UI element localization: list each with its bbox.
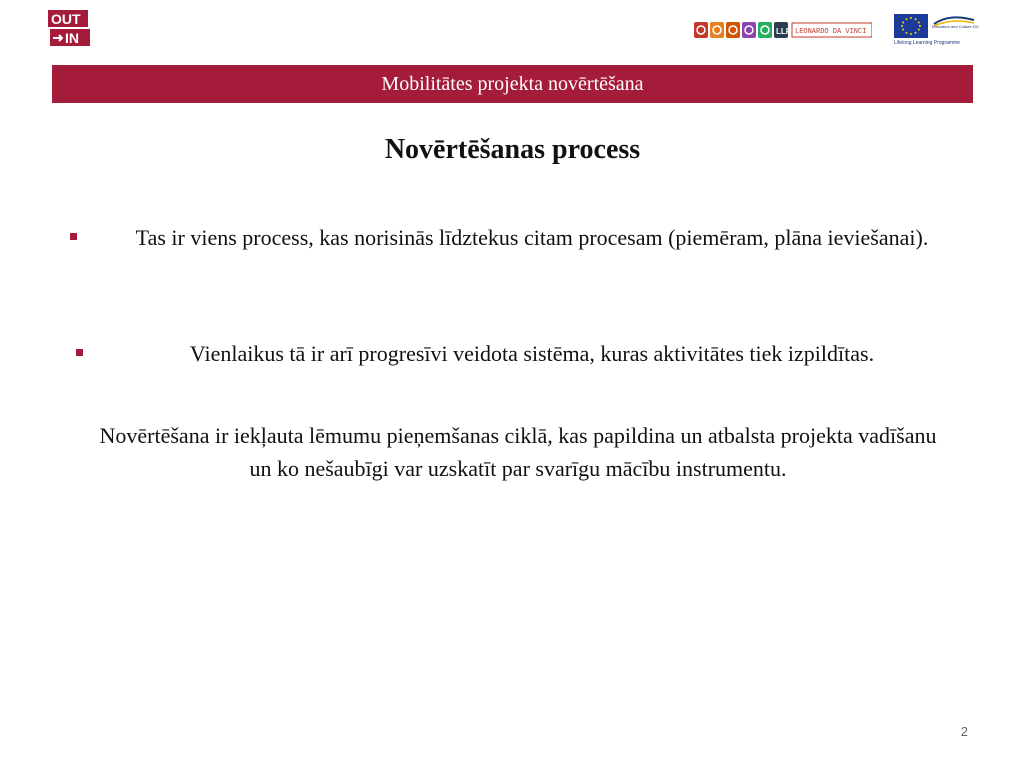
body-paragraph: Novērtēšana ir iekļauta lēmumu pieņemšanas ciklā, kas papildina un atbalsta projekta vadīšanu un ko nešaubīgi var uzskatīt par svarīgu mācību instrumentu. xyxy=(99,423,937,481)
banner-title: Mobilitātes projekta novērtēšana xyxy=(381,72,644,95)
llp-label: LLP xyxy=(776,27,792,36)
bullet-square-icon xyxy=(76,349,83,356)
eu-llp-logo xyxy=(894,14,978,48)
header-banner xyxy=(52,65,973,103)
bullet-square-icon xyxy=(70,233,77,240)
llp-caption: Lifelong Learning Programme xyxy=(894,40,960,46)
ldv-label: LEONARDO DA VINCI xyxy=(795,28,867,36)
bullet-item: Vienlaikus tā ir arī progresīvi veidota sistēma, kuras aktivitātes tiek izpildītas. xyxy=(189,341,875,366)
outin-logo-top: OUT xyxy=(51,11,81,27)
leonardo-da-vinci-logo xyxy=(694,21,872,39)
eu-flag-icon xyxy=(894,14,928,38)
page-number: 2 xyxy=(960,724,968,739)
bullet-item: Tas ir viens process, kas norisinās līdztekus citam procesam (piemēram, plāna ieviešanai). xyxy=(135,225,929,250)
outin-logo-bottom: IN xyxy=(65,30,79,46)
eac-caption: Education and Culture DG xyxy=(932,24,979,29)
slide-title: Novērtēšanas process xyxy=(384,134,641,165)
outin-logo xyxy=(46,8,92,48)
